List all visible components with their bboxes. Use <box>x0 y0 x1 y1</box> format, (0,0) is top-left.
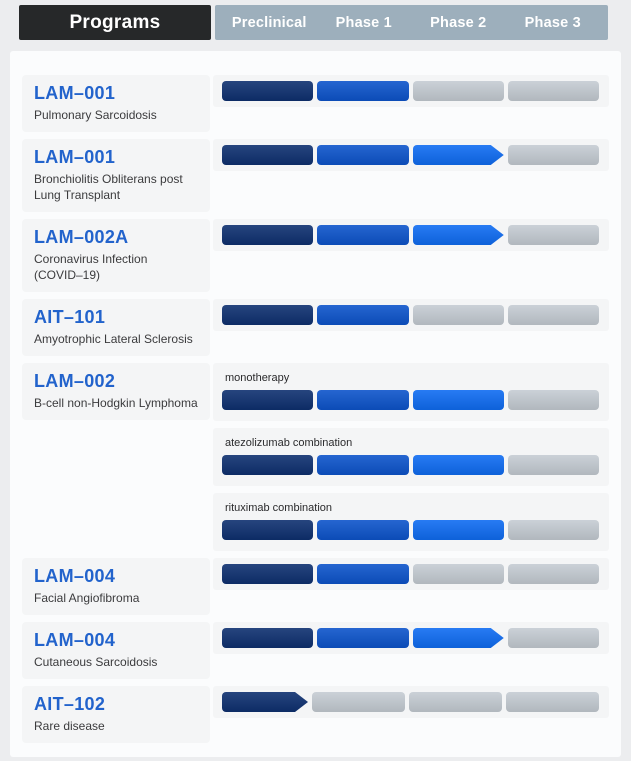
program-code-link[interactable]: LAM–001 <box>34 83 116 103</box>
program-card <box>22 622 210 679</box>
phase-bar-phase-1 <box>317 305 408 325</box>
program-card <box>22 363 210 420</box>
phase-bar-phase-3 <box>508 628 599 648</box>
phase-bar-phase-2 <box>413 390 504 410</box>
program-card <box>22 299 210 356</box>
phase-tracks <box>213 75 609 107</box>
phase-tracks <box>213 219 609 251</box>
phase-track <box>213 219 609 251</box>
phase-column-label: Phase 3 <box>524 14 581 31</box>
phase-bar-phase-2 <box>409 692 502 712</box>
phase-bar-preclinical <box>222 520 313 540</box>
pipeline-row <box>22 299 609 356</box>
phase-bars <box>222 305 599 325</box>
phase-bar-phase-2 <box>413 145 504 165</box>
phase-bars <box>222 390 599 410</box>
program-code-link[interactable]: AIT–102 <box>34 694 106 714</box>
phase-track <box>213 363 609 421</box>
phase-bar-phase-1 <box>317 628 408 648</box>
phase-bar-phase-3 <box>508 225 599 245</box>
program-indication: B-cell non-Hodgkin Lymphoma <box>34 396 198 410</box>
pipeline-row <box>22 558 609 615</box>
phase-bars <box>222 81 599 101</box>
programs-header-label: Programs <box>69 11 161 33</box>
phase-track <box>213 139 609 171</box>
program-indication: Pulmonary Sarcoidosis <box>34 108 157 122</box>
phase-bar-phase-2 <box>413 564 504 584</box>
phase-bars <box>222 520 599 540</box>
phase-bar-phase-3 <box>508 390 599 410</box>
phase-bar-preclinical <box>222 692 308 712</box>
program-code-link[interactable]: LAM–002A <box>34 227 129 247</box>
phase-columns-header <box>215 5 608 40</box>
track-label: rituximab combination <box>225 502 332 514</box>
phase-tracks <box>213 622 609 654</box>
pipeline-row <box>22 75 609 132</box>
phase-bar-phase-1 <box>317 390 408 410</box>
phase-bar-preclinical <box>222 145 313 165</box>
program-indication: Rare disease <box>34 719 105 733</box>
program-card <box>22 139 210 212</box>
phase-bar-phase-3 <box>508 520 599 540</box>
program-card <box>22 558 210 615</box>
track-label: monotherapy <box>225 372 290 384</box>
phase-tracks <box>213 686 609 718</box>
program-card <box>22 686 210 743</box>
phase-bar-phase-1 <box>317 225 408 245</box>
pipeline-row <box>22 219 609 292</box>
phase-tracks <box>213 139 609 171</box>
program-indication: Cutaneous Sarcoidosis <box>34 655 158 669</box>
phase-track <box>213 299 609 331</box>
program-indication: Bronchiolitis Obliterans post Lung Transplant <box>34 172 183 202</box>
phase-tracks <box>213 299 609 331</box>
pipeline-row <box>22 139 609 212</box>
phase-bar-preclinical <box>222 455 313 475</box>
phase-bar-phase-3 <box>508 81 599 101</box>
phase-bars <box>222 145 599 165</box>
phase-bar-phase-1 <box>317 145 408 165</box>
phase-column-label: Phase 2 <box>430 14 487 31</box>
phase-bar-preclinical <box>222 564 313 584</box>
phase-bar-phase-3 <box>508 455 599 475</box>
phase-bar-phase-1 <box>317 520 408 540</box>
phase-bars <box>222 455 599 475</box>
program-code-link[interactable]: LAM–001 <box>34 147 116 167</box>
program-code-link[interactable]: LAM–002 <box>34 371 116 391</box>
phase-column-label: Phase 1 <box>335 14 392 31</box>
phase-bar-phase-2 <box>413 520 504 540</box>
phase-bar-phase-3 <box>508 564 599 584</box>
phase-column-label: Preclinical <box>231 14 307 31</box>
phase-track <box>213 493 609 551</box>
program-code-link[interactable]: LAM–004 <box>34 630 116 650</box>
program-indication: Facial Angiofibroma <box>34 591 140 605</box>
phase-bar-phase-3 <box>508 145 599 165</box>
phase-bars <box>222 628 599 648</box>
phase-bar-phase-1 <box>317 455 408 475</box>
phase-bar-phase-2 <box>413 225 504 245</box>
pipeline-row <box>22 686 609 743</box>
phase-bar-phase-3 <box>506 692 599 712</box>
program-code-link[interactable]: LAM–004 <box>34 566 116 586</box>
phase-bar-preclinical <box>222 225 313 245</box>
phase-bar-phase-1 <box>317 564 408 584</box>
track-label: atezolizumab combination <box>225 437 353 449</box>
pipeline-rows <box>22 75 609 743</box>
phase-bar-preclinical <box>222 390 313 410</box>
program-indication: Coronavirus Infection (COVID–19) <box>34 252 148 282</box>
phase-track <box>213 622 609 654</box>
phase-bar-phase-1 <box>317 81 408 101</box>
programs-header <box>19 5 211 40</box>
phase-bar-phase-3 <box>508 305 599 325</box>
phase-bars <box>222 692 599 712</box>
program-card <box>22 75 210 132</box>
program-code-link[interactable]: AIT–101 <box>34 307 106 327</box>
phase-tracks <box>213 363 609 551</box>
pipeline-row <box>22 363 609 551</box>
phase-track <box>213 75 609 107</box>
phase-track <box>213 428 609 486</box>
phase-bar-preclinical <box>222 81 313 101</box>
phase-bar-preclinical <box>222 628 313 648</box>
pipeline-row <box>22 622 609 679</box>
pipeline-panel <box>10 51 621 757</box>
phase-tracks <box>213 558 609 590</box>
phase-bars <box>222 564 599 584</box>
program-indication: Amyotrophic Lateral Sclerosis <box>34 332 193 346</box>
program-card <box>22 219 210 292</box>
phase-bar-phase-2 <box>413 628 504 648</box>
phase-bars <box>222 225 599 245</box>
phase-bar-preclinical <box>222 305 313 325</box>
phase-bar-phase-2 <box>413 305 504 325</box>
phase-track <box>213 558 609 590</box>
phase-bar-phase-1 <box>312 692 405 712</box>
phase-bar-phase-2 <box>413 81 504 101</box>
phase-track <box>213 686 609 718</box>
phase-bar-phase-2 <box>413 455 504 475</box>
